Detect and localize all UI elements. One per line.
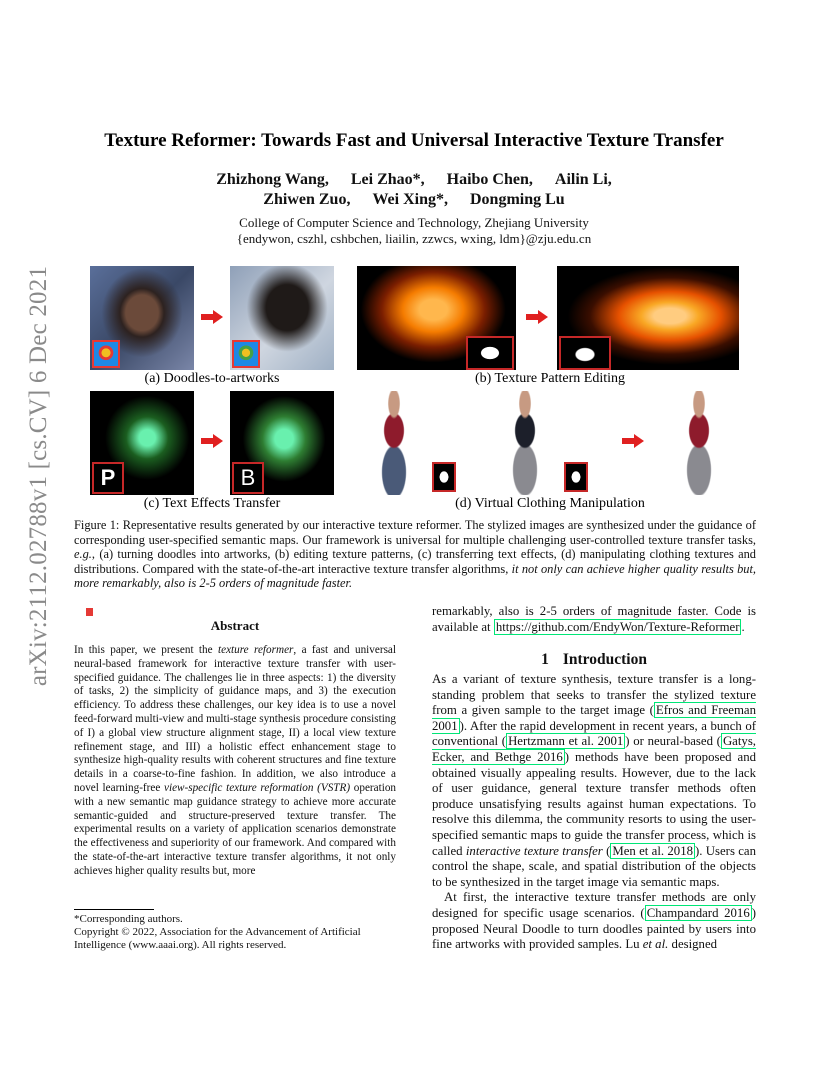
caption-emphasis: it not only can achieve higher quality results but, more remarkably, also is 2-5 orders of magnitude faster. bbox=[74, 561, 756, 591]
citation-link[interactable]: Champandard 2016 bbox=[646, 905, 750, 920]
footnote bbox=[74, 913, 396, 952]
continuation-text: remarkably, also is 2-5 orders of magnitude faster. Code is available at bbox=[432, 604, 756, 634]
bookmark-icon bbox=[86, 608, 93, 616]
abstract-continuation: remarkably, also is 2-5 orders of magnitude faster. Code is available at https://github.com/EndyWon/Texture-Reformer . bbox=[432, 604, 756, 634]
intro-text: ) proposed Neural Doodle to turn doodles painted by users into fine artworks with provided samples. Lu bbox=[432, 905, 756, 952]
abstract-heading: Abstract bbox=[210, 618, 260, 633]
intro-text: ) or neural-based ( bbox=[625, 734, 721, 749]
inset-letter-b: B bbox=[240, 465, 256, 490]
citation-link[interactable]: Men et al. 2018 bbox=[612, 843, 694, 858]
code-link[interactable]: https://github.com/EndyWon/Texture-Reformer bbox=[495, 619, 740, 634]
inset-letter-p: P bbox=[100, 465, 116, 490]
intro-term: interactive texture transfer bbox=[465, 843, 603, 858]
dragon-mask-inset bbox=[559, 336, 611, 370]
introduction-body bbox=[432, 672, 756, 953]
clothing-model-target-image bbox=[488, 391, 562, 495]
intro-paragraph-1 bbox=[432, 672, 756, 890]
doodle-map-inset-edited bbox=[232, 340, 260, 368]
author-3: Haibo Chen, bbox=[446, 171, 533, 188]
caption-eg: e.g. bbox=[74, 547, 92, 562]
citation-link[interactable]: Hertzmann et al. 2001 bbox=[508, 734, 624, 749]
shirt-mask-inset-target bbox=[564, 462, 588, 492]
doodle-map-inset bbox=[92, 340, 120, 368]
blob-mask-inset bbox=[466, 336, 514, 370]
letter-p-inset bbox=[92, 462, 124, 494]
intro-text: designed bbox=[668, 937, 718, 952]
figure-caption bbox=[74, 518, 756, 591]
arrow-right-icon bbox=[201, 310, 223, 324]
footnote-corresponding: *Corresponding authors. bbox=[74, 913, 183, 925]
arxiv-id: arXiv:2112.02788v1 [cs.CV] 6 Dec 2021 bbox=[25, 265, 53, 687]
subcaption-b: (b) Texture Pattern Editing bbox=[474, 371, 625, 386]
shirt-mask-inset bbox=[432, 462, 456, 492]
intro-text: ( bbox=[602, 843, 611, 858]
author-7: Dongming Lu bbox=[470, 191, 565, 208]
section-number: 1 bbox=[541, 651, 549, 668]
citation-link[interactable]: Efros and Freeman 2001 bbox=[432, 703, 756, 733]
intro-paragraph-2 bbox=[432, 890, 756, 952]
arrow-right-icon bbox=[201, 434, 223, 448]
abstract-text-1: In this paper, we present the bbox=[74, 644, 218, 656]
clothing-model-source-image bbox=[357, 391, 431, 495]
letter-b-inset bbox=[232, 462, 264, 494]
author-emails: {endywon, cszhl, cshbchen, liailin, zzwcs, wxing, ldm}@zju.edu.cn bbox=[236, 231, 592, 246]
intro-term: et al. bbox=[642, 937, 669, 952]
author-2: Lei Zhao*, bbox=[350, 171, 425, 188]
subcaption-c: (c) Text Effects Transfer bbox=[143, 496, 281, 511]
section-title: Introduction bbox=[562, 651, 647, 668]
abstract-term-texture-reformer: texture reformer bbox=[218, 644, 294, 656]
clothing-model-result-image bbox=[662, 391, 736, 495]
abstract-term-vstr: view-specific texture reformation (VSTR) bbox=[164, 781, 351, 794]
paper-title: Texture Reformer: Towards Fast and Universal Interactive Texture Transfer bbox=[104, 130, 724, 151]
author-4: Ailin Li, bbox=[554, 171, 612, 188]
intro-text: ). After the rapid development in recent years, a bunch of conventional ( bbox=[432, 718, 756, 749]
section-heading-introduction bbox=[432, 651, 756, 669]
footnote-copyright: Copyright © 2022, Association for the Advancement of Artificial Intelligence (www.aaai.org). All rights reserved. bbox=[74, 926, 361, 951]
intro-text: ). Users can control the shape, scale, and spatial distribution of the objects to be synthesized in the target image via semantic maps. bbox=[432, 843, 756, 889]
abstract-text-3: operation with a new semantic map guidance strategy to achieve more accurate semantic-guided and structure-preserved texture transfer. The experimental results on a variety of application scenarios demonstrate the effectiveness and superiority of our framework. And compared with the state-of-the-art interactive texture transfer algorithms, it not only achieves higher quality results but, more bbox=[74, 781, 397, 877]
caption-lead: Figure 1: Representative results generated by our interactive texture reformer. The stylized images are synthesized under the guidance of corresponding user-specified semantic maps. Our framework is universal for multiple challenging user-controlled texture transfer tasks, bbox=[74, 518, 756, 547]
arxiv-stamp bbox=[14, 265, 64, 687]
subcaption-a: (a) Doodles-to-artworks bbox=[144, 371, 280, 386]
intro-text: At first, the interactive texture transfer methods are only designed for specific usage scenarios. ( bbox=[432, 890, 756, 920]
intro-text: As a variant of texture synthesis, texture transfer is a long-standing problem that seeks to transfer the stylized texture from a given sample to the target image ( bbox=[432, 672, 756, 718]
author-6: Wei Xing*, bbox=[372, 191, 448, 208]
author-1: Zhizhong Wang, bbox=[216, 171, 329, 188]
arrow-right-icon bbox=[526, 310, 548, 324]
affiliation-block bbox=[80, 215, 748, 247]
footnote-rule bbox=[74, 909, 154, 910]
affiliation: College of Computer Science and Technology, Zhejiang University bbox=[239, 215, 589, 230]
subcaption-d: (d) Virtual Clothing Manipulation bbox=[455, 496, 645, 511]
intro-text: ) methods have been proposed and obtained visually appealing results. However, due to the lack of user guidance, general texture transfer methods often produce unsatisfying results against human expectations. To resolve this dilemma, the community resorts to using the user-specified semantic maps to guide the transfer process, which is called bbox=[432, 749, 756, 858]
abstract-body bbox=[74, 644, 396, 879]
arrow-right-icon bbox=[622, 434, 644, 448]
caption-mid: , (a) turning doodles into artworks, (b) editing texture patterns, (c) transferring text effects, (d) manipulating clothing textures and distributions. Compared with the state-of-the-art interactive texture transfer algorithms, bbox=[74, 547, 756, 576]
abstract-text-2: , a fast and universal neural-based framework for interactive texture transfer with user-specified guidance. The challenges lie in three aspects: 1) the diversity of tasks, 2) the simplicity of guidance maps, and 3) the execution efficiency. To address these challenges, our key idea is to use a novel feed-forward multi-view and multi-stage synthesis procedure consisting of I) a global view structure alignment stage, II) a local view texture refinement stage, and III) a holistic effect enhancement stage to synthesize high-quality results with coherent structures and fine texture details in a coarse-to-fine fashion. In addition, we also introduce a novel learning-free bbox=[74, 644, 396, 794]
author-list bbox=[80, 170, 748, 210]
citation-link[interactable]: Gatys, Ecker, and Bethge 2016 bbox=[432, 734, 756, 764]
author-5: Zhiwen Zuo, bbox=[263, 191, 351, 208]
